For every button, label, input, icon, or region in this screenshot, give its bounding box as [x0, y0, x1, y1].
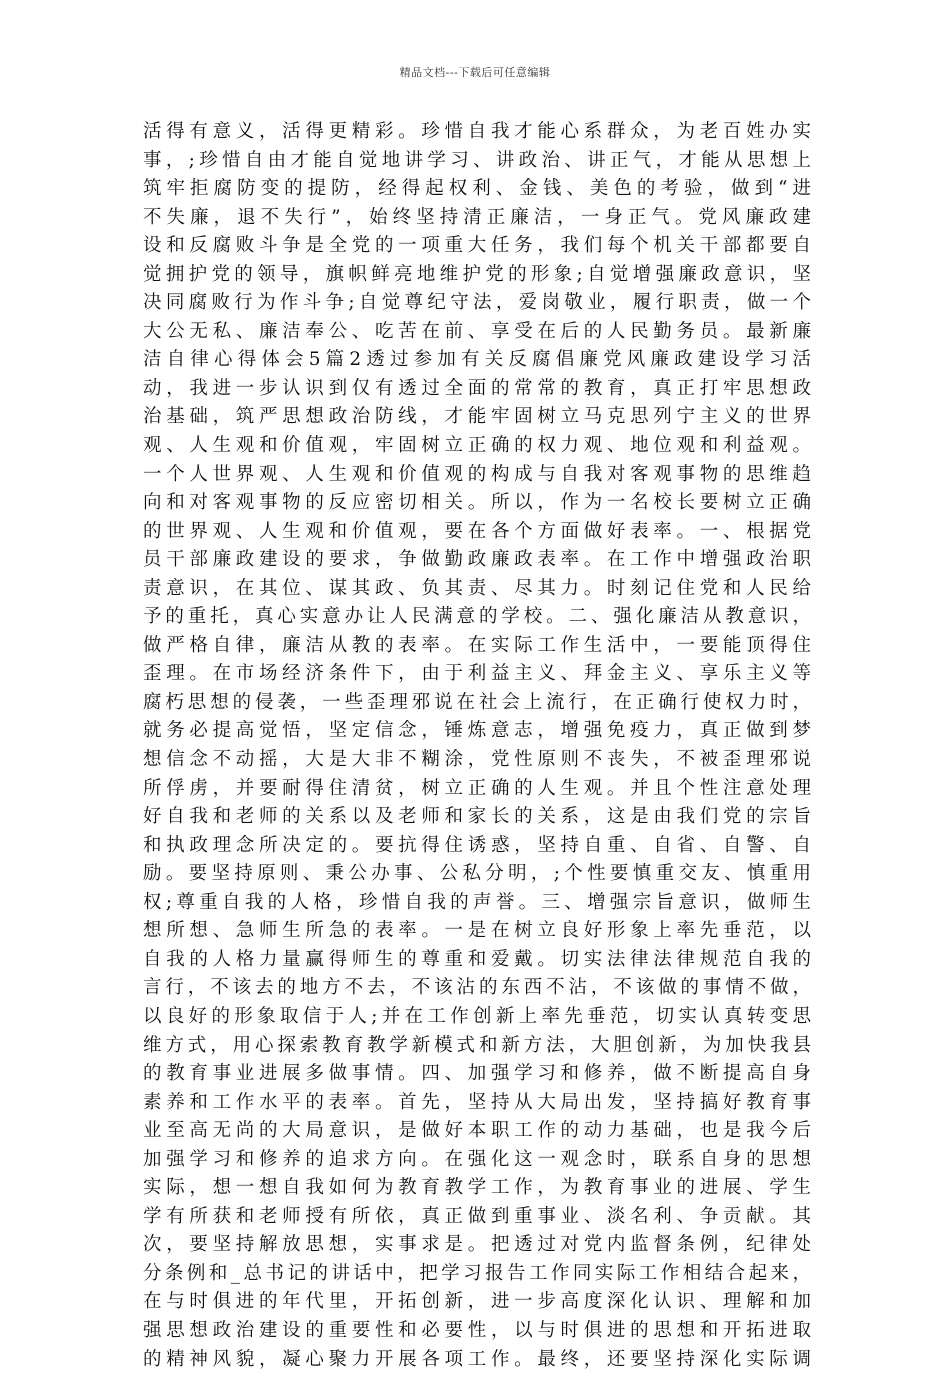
body-text-line: 好自我和老师的关系以及老师和家长的关系，这是由我们党的宗旨 — [143, 806, 811, 828]
body-text-line: 加强学习和修养的追求方向。在强化这一观念时，联系自身的思想 — [143, 1148, 811, 1170]
body-text-line: 学有所获和老师授有所依，真正做到重事业、淡名利、争贡献。其 — [143, 1205, 811, 1227]
page-header: 精品文档---下载后可任意编辑 — [399, 66, 551, 79]
body-text-line: 所俘虏，并要耐得住清贫，树立正确的人生观。并且个性注意处理 — [143, 777, 811, 799]
body-text-line: 做严格自律，廉洁从教的表率。在实际工作生活中，一要能顶得住 — [143, 634, 811, 656]
body-text-line: 就务必提高觉悟，坚定信念，锤炼意志，增强免疫力，真正做到梦 — [143, 720, 811, 742]
body-text-line: 责意识，在其位、谋其政、负其责、尽其力。时刻记住党和人民给 — [143, 577, 811, 599]
body-text-line: 向和对客观事物的反应密切相关。所以，作为一名校长要树立正确 — [143, 492, 811, 514]
body-text-line: 素养和工作水平的表率。首先，坚持从大局出发，坚持搞好教育事 — [143, 1091, 811, 1113]
body-text-line: 和执政理念所决定的。要抗得住诱惑，坚持自重、自省、自警、自 — [143, 834, 811, 856]
body-text-line: 不失廉，退不失行”，始终坚持清正廉洁，一身正气。党风廉政建 — [143, 206, 811, 228]
body-text-line: 动，我进一步认识到仅有透过全面的常常的教育，真正打牢思想政 — [143, 377, 811, 399]
body-text-line: 决同腐败行为作斗争;自觉尊纪守法，爱岗敬业，履行职责，做一个 — [143, 292, 811, 314]
body-text-line: 治基础，筑严思想政治防线，才能牢固树立马克思列宁主义的世界 — [143, 406, 811, 428]
body-text-line: 观、人生观和价值观，牢固树立正确的权力观、地位观和利益观。 — [143, 435, 811, 457]
body-text-line: 的教育事业进展多做事情。四、加强学习和修养，做不断提高自身 — [143, 1063, 811, 1085]
body-text-line: 洁自律心得体会5篇2透过参加有关反腐倡廉党风廉政建设学习活 — [143, 349, 811, 371]
body-text-line: 大公无私、廉洁奉公、吃苦在前、享受在后的人民勤务员。最新廉 — [143, 320, 811, 342]
body-text-line: 觉拥护党的领导，旗帜鲜亮地维护党的形象;自觉增强廉政意识，坚 — [143, 263, 811, 285]
body-text-line: 腐朽思想的侵袭，一些歪理邪说在社会上流行，在正确行使权力时， — [143, 691, 811, 713]
body-text-line: 权;尊重自我的人格，珍惜自我的声誉。三、增强宗旨意识，做师生 — [143, 891, 811, 913]
body-text-line: 员干部廉政建设的要求，争做勤政廉政表率。在工作中增强政治职 — [143, 549, 811, 571]
body-text-line: 业至高无尚的大局意识，是做好本职工作的动力基础，也是我今后 — [143, 1120, 811, 1142]
body-text-line: 分条例和_总书记的讲话中，把学习报告工作同实际工作相结合起来， — [143, 1262, 811, 1284]
body-text-line: 歪理。在市场经济条件下，由于利益主义、拜金主义、享乐主义等 — [143, 663, 811, 685]
body-text-line: 以良好的形象取信于人;并在工作创新上率先垂范，切实认真转变思 — [143, 1005, 811, 1027]
body-text-line: 言行，不该去的地方不去，不该沾的东西不沾，不该做的事情不做， — [143, 977, 811, 999]
body-text-line: 次，要坚持解放思想，实事求是。把透过对党内监督条例，纪律处 — [143, 1234, 811, 1256]
body-text-line: 实际，想一想自我如何为教育教学工作，为教育事业的进展、学生 — [143, 1177, 811, 1199]
body-text-line: 想信念不动摇，大是大非不糊涂，党性原则不丧失，不被歪理邪说 — [143, 749, 811, 771]
body-text-line: 在与时俱进的年代里，开拓创新，进一步高度深化认识、理解和加 — [143, 1291, 811, 1313]
body-text-line: 予的重托，真心实意办让人民满意的学校。二、强化廉洁从教意识， — [143, 606, 811, 628]
body-text-line: 一个人世界观、人生观和价值观的构成与自我对客观事物的思维趋 — [143, 463, 811, 485]
body-text-line: 设和反腐败斗争是全党的一项重大任务，我们每个机关干部都要自 — [143, 235, 811, 257]
document-body — [143, 118, 811, 1374]
body-text-line: 的精神风貌，凝心聚力开展各项工作。最终，还要坚持深化实际调 — [143, 1348, 811, 1370]
body-text-line: 维方式，用心探索教育教学新模式和新方法，大胆创新，为加快我县 — [143, 1034, 811, 1056]
body-text-line: 的世界观、人生观和价值观，要在各个方面做好表率。一、根据党 — [143, 520, 811, 542]
body-text-line: 活得有意义，活得更精彩。珍惜自我才能心系群众，为老百姓办实 — [143, 121, 811, 142]
body-text-line: 想所想、急师生所急的表率。一是在树立良好形象上率先垂范，以 — [143, 920, 811, 942]
body-text-line: 强思想政治建设的重要性和必要性，以与时俱进的思想和开拓进取 — [143, 1319, 811, 1341]
body-text-line: 筑牢拒腐防变的提防，经得起权利、金钱、美色的考验，做到“进 — [143, 178, 811, 200]
body-text-line: 自我的人格力量赢得师生的尊重和爱戴。切实法律法律规范自我的 — [143, 948, 811, 970]
body-text-line: 励。要坚持原则、秉公办事、公私分明，;个性要慎重交友、慎重用 — [143, 863, 811, 885]
body-text-line: 事，;珍惜自由才能自觉地讲学习、讲政治、讲正气，才能从思想上 — [143, 149, 811, 171]
